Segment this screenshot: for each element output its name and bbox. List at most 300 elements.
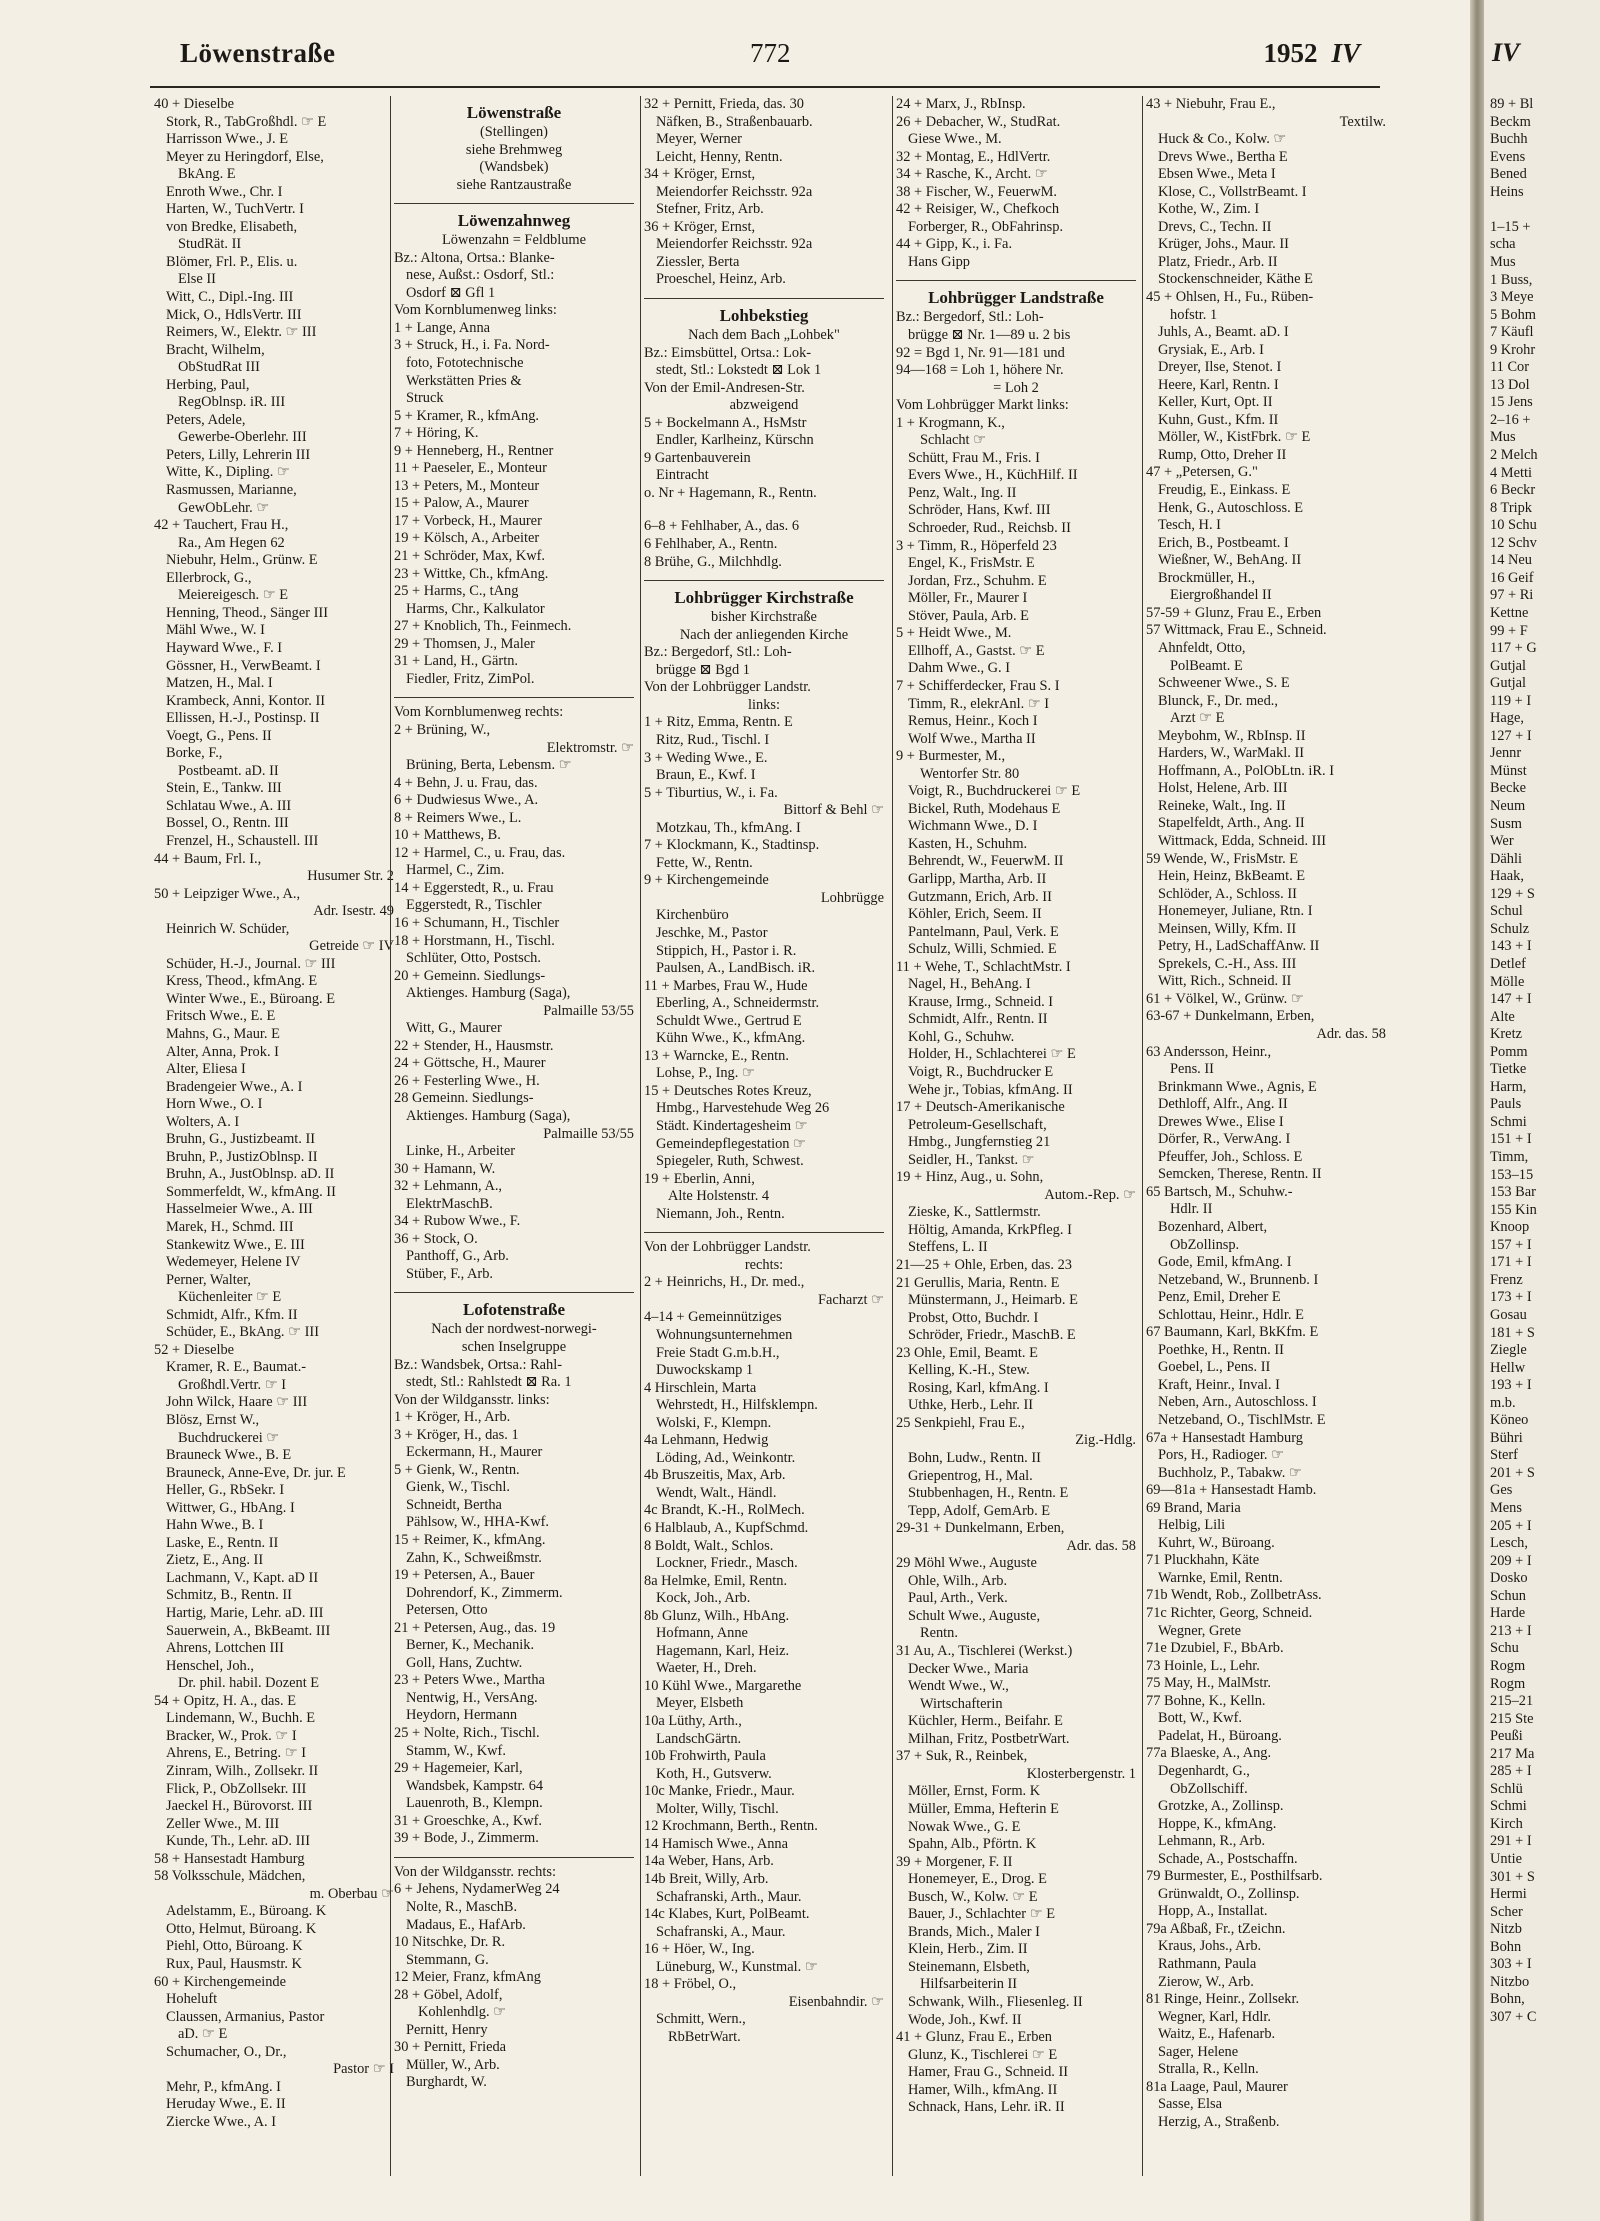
house-number-line: 41 + Glunz, Frau E., Erben — [896, 2029, 1052, 2046]
entry-line: Linke, H., Arbeiter — [406, 1143, 516, 1160]
entry-line: Waeter, H., Dreh. — [656, 1660, 757, 1677]
entry-line: Freudig, E., Einkass. E — [1158, 482, 1291, 499]
facing-page-line: Hage, — [1490, 710, 1524, 727]
entry-line: Schulz, Willi, Schmied. E — [908, 941, 1057, 958]
entry-line: Heinrich W. Schüder, — [166, 920, 290, 937]
facing-page-line: 193 + I — [1490, 1377, 1532, 1394]
entry-line: Stralla, R., Kelln. — [1158, 2061, 1259, 2078]
facing-page-line: 215–21 — [1490, 1693, 1534, 1710]
entry-line: Brands, Mich., Maler I — [908, 1923, 1040, 1940]
facing-page-line: Schu — [1490, 1640, 1519, 1657]
entry-line: Köhler, Erich, Seem. II — [908, 906, 1042, 923]
house-number-line: 29 + Hagemeier, Karl, — [394, 1760, 523, 1777]
entry-line: Semcken, Therese, Rentn. II — [1158, 1166, 1322, 1183]
entry-line: Seidler, H., Tankst. ☞ — [908, 1151, 1035, 1168]
entry-line: Getreide ☞ IV — [309, 938, 394, 955]
house-number-line: 37 + Suk, R., Reinbek, — [896, 1748, 1028, 1765]
house-number-line: 14a Weber, Hans, Arb. — [644, 1853, 774, 1870]
facing-page-line: Ziegle — [1490, 1342, 1527, 1359]
entry-line: Zahn, K., Schweißmstr. — [406, 1549, 542, 1566]
entry-line: Stapelfeldt, Arth., Ang. II — [1158, 815, 1305, 832]
house-number-line: 1 + Krogmann, K., — [896, 414, 1005, 431]
entry-line: Alte Holstenstr. 4 — [668, 1188, 770, 1205]
entry-line: Gewerbe-Oberlehr. III — [178, 429, 307, 446]
entry-line: rechts: — [744, 1256, 784, 1273]
entry-line: Wehe jr., Tobias, kfmAng. II — [908, 1081, 1073, 1098]
entry-line: Pfeuffer, Joh., Schloss. E — [1158, 1148, 1303, 1165]
entry-line: Ohle, Wilh., Arb. — [908, 1572, 1008, 1589]
entry-line: von Bredke, Elisabeth, — [166, 218, 298, 235]
facing-page-line: 4 Metti — [1490, 464, 1532, 481]
entry-line: Hoffmann, A., PolObLtn. iR. I — [1158, 762, 1335, 779]
entry-line: Husumer Str. 2 — [307, 868, 394, 885]
entry-line: Nagel, H., BehAng. I — [908, 976, 1031, 993]
entry-line: Kock, Joh., Arb. — [656, 1590, 751, 1607]
house-number-line: 19 + Petersen, A., Bauer — [394, 1567, 535, 1584]
part-number: IV — [1331, 38, 1360, 68]
house-number-line: 23 + Peters Wwe., Martha — [394, 1672, 545, 1689]
entry-line: Meyer zu Heringdorf, Else, — [166, 148, 324, 165]
street-running-head: Löwenstraße — [180, 38, 336, 68]
entry-line: Dahm Wwe., G. I — [908, 660, 1011, 677]
entry-line: Schüder, H.-J., Journal. ☞ III — [166, 955, 336, 972]
column-divider — [390, 96, 391, 2176]
entry-line: Kramer, R. E., Baumat.- — [166, 1359, 307, 1376]
house-number-line: 20 + Gemeinn. Siedlungs- — [394, 967, 546, 984]
facing-page-line: 213 + I — [1490, 1622, 1532, 1639]
entry-line: Warnke, Emil, Rentn. — [1158, 1569, 1283, 1586]
facing-page-line: 8 Tripk — [1490, 499, 1532, 516]
entry-line: Gutzmann, Erich, Arb. II — [908, 888, 1052, 905]
entry-line: schen Inselgruppe — [461, 1339, 567, 1355]
entry-line: Bz.: Wandsbek, Ortsa.: Rahl- — [394, 1356, 563, 1373]
house-number-line: 21—25 + Ohle, Erben, das. 23 — [896, 1257, 1072, 1273]
house-number-line: 32 + Lehmann, A., — [394, 1178, 503, 1195]
entry-line: brügge ⊠ Bgd 1 — [656, 661, 750, 678]
entry-line: Hahn Wwe., B. I — [166, 1517, 264, 1534]
entry-line: Pens. II — [1170, 1061, 1214, 1078]
entry-line: Hasselmeier Wwe., A. III — [166, 1201, 313, 1218]
entry-line: Peters, Lilly, Lehrerin III — [166, 446, 311, 463]
entry-line: Voigt, R., Buchdrucker E — [908, 1063, 1054, 1080]
entry-line: Honemeyer, Juliane, Rtn. I — [1158, 903, 1313, 920]
house-number-line: 3 + Struck, H., i. Fa. Nord- — [394, 337, 550, 354]
facing-page-line: Bühri — [1490, 1429, 1523, 1446]
entry-line: Möller, Fr., Maurer I — [908, 590, 1028, 607]
house-number-line: 5 + Heidt Wwe., M. — [896, 625, 1012, 642]
house-number-line: 2 + Brüning, W., — [394, 721, 491, 738]
entry-line: Schröder, Friedr., MaschB. E — [908, 1327, 1076, 1344]
entry-line: Brüning, Berta, Lebensm. ☞ — [406, 757, 572, 774]
house-number-line: 63 Andersson, Heinr., — [1146, 1043, 1272, 1060]
entry-line: RegOblnsp. iR. III — [178, 394, 286, 411]
house-number-line: 1 + Kröger, H., Arb. — [394, 1409, 511, 1426]
house-number-line: 13 + Warncke, E., Rentn. — [644, 1047, 789, 1064]
house-number-line: 8 Boldt, Walt., Schlos. — [644, 1537, 774, 1554]
entry-line: Winter Wwe., E., Büroang. E — [166, 990, 335, 1007]
house-number-line: 79a Aßbaß, Fr., tZeichn. — [1146, 1920, 1286, 1937]
facing-page-line: Ges — [1490, 1482, 1513, 1499]
house-number-line: 6–8 + Fehlhaber, A., das. 6 — [644, 518, 800, 535]
entry-line: abzweigend — [729, 397, 799, 414]
entry-line: Kirchenbüro — [656, 907, 729, 924]
entry-line: Dr. phil. habil. Dozent E — [178, 1675, 320, 1692]
entry-line: Matzen, H., Mal. I — [166, 675, 273, 692]
house-number-line: 10 + Matthews, B. — [394, 827, 501, 844]
entry-line: Heere, Karl, Rentn. I — [1158, 376, 1279, 393]
facing-page-line: Mens — [1490, 1500, 1522, 1516]
section-rule — [896, 271, 1136, 281]
house-number-line: 23 Ohle, Emil, Beamt. E — [896, 1344, 1038, 1361]
entry-line: Bittorf & Behl ☞ — [783, 802, 884, 819]
entry-line: Mähl Wwe., W. I — [166, 622, 265, 639]
facing-page-line: Rogm — [1490, 1657, 1526, 1674]
house-number-line: 43 + Niebuhr, Frau E., — [1146, 96, 1276, 112]
entry-line: Schafranski, Arth., Maur. — [656, 1888, 802, 1905]
entry-line: Wendt Wwe., W., — [908, 1678, 1009, 1695]
entry-line: Schlacht ☞ — [920, 432, 987, 449]
entry-line: Vom Lohbrügger Markt links: — [896, 397, 1069, 414]
entry-line: Pernitt, Henry — [406, 2021, 488, 2038]
facing-page-line: Kretz — [1490, 1026, 1522, 1043]
facing-page-line: Peußi — [1490, 1728, 1523, 1745]
entry-line: Witt, C., Dipl.-Ing. III — [166, 289, 294, 306]
entry-line: Spiegeler, Ruth, Schwest. — [656, 1153, 804, 1170]
entry-line: Netzeband, O., TischlMstr. E — [1158, 1412, 1326, 1429]
entry-line: Garlipp, Martha, Arb. II — [908, 870, 1047, 887]
facing-page-line: 11 Cor — [1490, 359, 1530, 376]
entry-line: Otto, Helmut, Büroang. K — [166, 1920, 317, 1937]
entry-line: Heydorn, Hermann — [406, 1707, 518, 1724]
entry-line: Klose, C., VollstrBeamt. I — [1158, 183, 1307, 200]
entry-line: Degenhardt, G., — [1158, 1762, 1250, 1779]
entry-line: Steffens, L. II — [908, 1239, 988, 1256]
house-number-line: 8a Helmke, Emil, Rentn. — [644, 1572, 788, 1589]
entry-line: m. Oberbau ☞ — [309, 1885, 394, 1902]
facing-page-line: 97 + Ri — [1490, 587, 1534, 604]
house-number-line: 57 Wittmack, Frau E., Schneid. — [1146, 622, 1327, 639]
entry-line: Schlatau Wwe., A. III — [166, 797, 292, 814]
entry-line: Stork, R., TabGroßhdl. ☞ E — [166, 113, 327, 130]
entry-line: Wegner, Karl, Hdlr. — [1158, 2008, 1271, 2025]
house-number-line: 5 + Tiburtius, W., i. Fa. — [644, 784, 778, 801]
facing-page-line: 143 + I — [1490, 938, 1532, 955]
house-number-line: 3 + Timm, R., Höperfeld 23 — [896, 537, 1057, 554]
house-number-line: 5 + Bockelmann A., HsMstr — [644, 414, 807, 431]
entry-line: Penz, Walt., Ing. II — [908, 484, 1017, 501]
house-number-line: 36 + Stock, O. — [394, 1230, 478, 1247]
facing-page-line: 7 Käufl — [1490, 324, 1534, 341]
entry-line: Von der Wildgansstr. rechts: — [394, 1863, 556, 1880]
house-number-line: 7 + Höring, K. — [394, 425, 479, 442]
entry-line: Zig.-Hdlg. — [1075, 1432, 1136, 1449]
facing-page-line: Knoop — [1490, 1219, 1530, 1236]
house-number-line: 19 + Kölsch, A., Arbeiter — [394, 530, 540, 547]
entry-line: Motzkau, Th., kfmAng. I — [656, 819, 801, 836]
entry-line: Henk, G., Autoschloss. E — [1158, 499, 1304, 516]
entry-line: Bz.: Bergedorf, Stl.: Loh- — [644, 644, 792, 661]
entry-line: Penz, Emil, Dreher E — [1158, 1289, 1281, 1306]
facing-page-line: Mölle — [1490, 973, 1525, 990]
entry-line: Gienk, W., Tischl. — [406, 1479, 510, 1496]
house-number-line: 47 + „Petersen, G." — [1146, 464, 1258, 481]
house-number-line: 39 + Bode, J., Zimmerm. — [394, 1830, 539, 1847]
house-number-line: 4 + Behn, J. u. Frau, das. — [394, 774, 538, 791]
entry-line: Bz.: Bergedorf, Stl.: Loh- — [896, 309, 1044, 326]
entry-line: Witte, K., Dipling. ☞ — [166, 464, 290, 481]
column-3 — [644, 96, 884, 2196]
entry-line: 94—168 = Loh 1, höhere Nr. — [896, 362, 1064, 379]
entry-line: Proeschel, Heinz, Arb. — [656, 271, 786, 288]
entry-line: Lachmann, V., Kapt. aD II — [166, 1569, 319, 1586]
house-number-line: 18 + Fröbel, O., — [644, 1976, 737, 1993]
street-heading: Lohbekstieg — [719, 306, 809, 326]
entry-line: Freie Stadt G.m.b.H., — [656, 1344, 780, 1361]
entry-line: Niebuhr, Helm., Grünw. E — [166, 552, 318, 569]
house-number-line: 71 Pluckhahn, Käte — [1146, 1552, 1260, 1569]
house-number-line: 38 + Fischer, W., FeuerwM. — [896, 183, 1058, 200]
facing-page-line: Nitzb — [1490, 1921, 1522, 1938]
facing-page-line: 14 Neu — [1490, 552, 1532, 569]
entry-line: Uthke, Herb., Lehr. II — [908, 1397, 1034, 1414]
entry-line: Herbing, Paul, — [166, 376, 250, 393]
entry-line: Tepp, Adolf, GemArb. E — [908, 1502, 1051, 1519]
entry-line: Wode, Joh., Kwf. II — [908, 2011, 1022, 2028]
entry-line: BkAng. E — [178, 166, 236, 183]
entry-line: Bracker, W., Prok. ☞ I — [166, 1727, 297, 1744]
entry-line: Jaeckel H., Bürovorst. III — [166, 1798, 313, 1815]
entry-line: Krambeck, Anni, Kontor. II — [166, 692, 326, 709]
entry-line: Horn Wwe., O. I — [166, 1096, 263, 1113]
entry-line: Höltig, Amanda, KrkPfleg. I — [908, 1221, 1072, 1238]
entry-line: Schroeder, Rud., Reichsb. II — [908, 520, 1071, 537]
entry-line: Stein, E., Tankw. III — [166, 780, 282, 797]
street-heading: Löwenzahnweg — [457, 211, 571, 231]
entry-line: Duwockskamp 1 — [656, 1362, 754, 1379]
facing-page-line: Rogm — [1490, 1675, 1526, 1692]
house-number-line: 10c Manke, Friedr., Maur. — [644, 1783, 795, 1800]
entry-line: Löwenzahn = Feldblume — [442, 232, 586, 249]
entry-line: Sauerwein, A., BkBeamt. III — [166, 1622, 331, 1639]
entry-line: Gössner, H., VerwBeamt. I — [166, 657, 321, 674]
entry-line: Hilfsarbeiterin II — [920, 1976, 1018, 1993]
facing-page-line: 285 + I — [1490, 1763, 1532, 1780]
entry-line: RbBetrWart. — [668, 2028, 741, 2045]
entry-line: Hartig, Marie, Lehr. aD. III — [166, 1605, 324, 1622]
entry-line: Hmbg., Harvestehude Weg 26 — [656, 1100, 830, 1117]
entry-line: Blömer, Frl. P., Elis. u. — [166, 253, 298, 270]
facing-page-line: Hellw — [1490, 1359, 1526, 1376]
entry-line: Großhdl.Vertr. ☞ I — [178, 1376, 287, 1393]
facing-page-line: Gutjal — [1490, 657, 1526, 674]
house-number-line: 21 + Petersen, Aug., das. 19 — [394, 1619, 556, 1636]
entry-line: Harmel, C., Zim. — [406, 862, 505, 879]
house-number-line: 2 + Heinrichs, H., Dr. med., — [644, 1274, 805, 1291]
entry-line: Textilw. — [1339, 113, 1386, 130]
facing-page-line: Susm — [1490, 815, 1522, 832]
entry-line: Nolte, R., MaschB. — [406, 1898, 518, 1915]
entry-line: Berner, K., Mechanik. — [406, 1637, 535, 1654]
entry-line: Vom Kornblumenweg rechts: — [394, 704, 564, 721]
entry-line: Hmbg., Jungfernstieg 21 — [908, 1134, 1051, 1151]
page-header — [180, 38, 1360, 78]
house-number-line: 7 + Klockmann, K., Stadtinsp. — [644, 837, 820, 854]
house-number-line: 29-31 + Dunkelmann, Erben, — [896, 1520, 1065, 1537]
entry-line: Harms, Chr., Kalkulator — [406, 600, 545, 617]
entry-line: Heller, G., RbSekr. I — [166, 1482, 285, 1499]
house-number-line: 10a Lüthy, Arth., — [644, 1713, 742, 1730]
entry-line: Stippich, H., Pastor i. R. — [656, 942, 797, 959]
entry-line: Ahnfeldt, Otto, — [1158, 639, 1246, 656]
house-number-line: 28 + Göbel, Adolf, — [394, 1986, 503, 2003]
facing-page-line: Frenz — [1490, 1271, 1523, 1288]
facing-page-line: 2 Melch — [1490, 447, 1538, 463]
house-number-line: 18 + Horstmann, H., Tischl. — [394, 932, 555, 949]
house-number-line: 15 + Deutsches Rotes Kreuz, — [644, 1082, 812, 1099]
house-number-line: 59 Wende, W., FrisMstr. E — [1146, 850, 1299, 867]
entry-line: Ziercke Wwe., A. I — [166, 2113, 277, 2130]
house-number-line: 22 + Stender, H., Hausmstr. — [394, 1037, 554, 1054]
facing-page-line: 3 Meye — [1490, 289, 1534, 306]
entry-line: Petry, H., LadSchaffAnw. II — [1158, 938, 1320, 955]
entry-line: Kühn Wwe., K., kfmAng. — [656, 1030, 806, 1047]
house-number-line: 19 + Hinz, Aug., u. Sohn, — [896, 1169, 1044, 1186]
entry-line: Grysiak, E., Arb. I — [1158, 341, 1264, 358]
entry-line: Wolf Wwe., Martha II — [908, 730, 1036, 747]
entry-line: Buchdruckerei ☞ — [178, 1429, 280, 1446]
entry-line: Bz.: Altona, Ortsa.: Blanke- — [394, 249, 555, 266]
entry-line: Aktienges. Hamburg (Saga), — [406, 985, 571, 1002]
facing-page-line: Schun — [1490, 1587, 1526, 1604]
entry-line: Mahns, G., Maur. E — [166, 1025, 280, 1042]
entry-line: Struck — [406, 390, 444, 407]
section-rule — [394, 194, 634, 204]
entry-line: Wichmann Wwe., D. I — [908, 818, 1038, 835]
facing-page-line: Mus — [1490, 429, 1516, 446]
entry-line: Bruhn, G., Justizbeamt. II — [166, 1131, 316, 1148]
facing-page-line: Köneo — [1490, 1412, 1529, 1429]
entry-line: Hoppe, K., kfmAng. — [1158, 1815, 1277, 1832]
entry-line: Jordan, Frz., Schuhm. E — [908, 572, 1047, 589]
facing-page-line: Bened — [1490, 166, 1527, 183]
entry-line: Keller, Kurt, Opt. II — [1158, 394, 1273, 411]
entry-line: Molter, Willy, Tischl. — [656, 1800, 779, 1817]
entry-line: Meybohm, W., RbInsp. II — [1158, 727, 1306, 744]
house-number-line: 9 + Henneberg, H., Rentner — [394, 442, 554, 459]
entry-line: Palmaille 53/55 — [543, 1002, 634, 1019]
house-number-line: 11 + Marbes, Frau W., Hude — [644, 977, 808, 994]
entry-line: Hoheluft — [166, 1991, 218, 2008]
facing-page-line: 153–15 — [1490, 1166, 1534, 1183]
house-number-line: 25 + Nolte, Rich., Tischl. — [394, 1725, 540, 1742]
facing-page-line: Schmi — [1490, 1798, 1527, 1815]
house-number-line: 8 Brühe, G., Milchhdlg. — [644, 553, 782, 570]
house-number-line: 17 + Vorbeck, H., Maurer — [394, 512, 542, 529]
house-number-line: 11 + Paeseler, E., Monteur — [394, 460, 547, 477]
facing-page-line: 201 + S — [1490, 1464, 1535, 1481]
house-number-line: 14 Hamisch Wwe., Anna — [644, 1835, 789, 1852]
entry-line: Fiedler, Fritz, ZimPol. — [406, 670, 535, 687]
entry-line: Aktienges. Hamburg (Saga), — [406, 1107, 571, 1124]
entry-line: Rux, Paul, Hausmstr. K — [166, 1955, 302, 1972]
column-2 — [394, 96, 634, 2196]
entry-line: Lohbrügge — [820, 889, 884, 906]
entry-line: Rosing, Karl, kfmAng. I — [908, 1379, 1049, 1396]
entry-line: Müller, Emma, Hefterin E — [908, 1800, 1059, 1817]
entry-line: Netzeband, W., Brunnenb. I — [1158, 1271, 1319, 1288]
entry-line: Bradengeier Wwe., A. I — [166, 1078, 303, 1095]
entry-line: Schmidt, Alfr., Kfm. II — [166, 1306, 298, 1323]
entry-line: Brauneck Wwe., B. E — [166, 1447, 292, 1464]
facing-page-line: 153 Bar — [1490, 1184, 1536, 1201]
facing-page-line: Dosko — [1490, 1570, 1528, 1587]
entry-line: links: — [748, 696, 780, 713]
entry-line: Wegner, Grete — [1158, 1622, 1241, 1639]
entry-line: Rasmussen, Marianne, — [166, 482, 297, 499]
facing-page-line: Gosau — [1490, 1306, 1527, 1323]
facing-page-line: 301 + S — [1490, 1868, 1535, 1885]
entry-line: Perner, Walter, — [166, 1271, 251, 1288]
entry-line: Claussen, Armanius, Pastor — [166, 2008, 325, 2025]
house-number-line: 11 + Wehe, T., SchlachtMstr. I — [896, 958, 1071, 975]
house-number-line: 44 + Baum, Frl. I., — [154, 850, 262, 867]
header-rule — [150, 86, 1380, 88]
house-number-line: 32 + Montag, E., HdlVertr. — [896, 148, 1051, 165]
entry-line: Buchholz, P., Tabakw. ☞ — [1158, 1464, 1302, 1481]
entry-line: Witt, G., Maurer — [406, 1020, 502, 1037]
facing-page-line: Bohn — [1490, 1938, 1522, 1955]
house-number-line: 24 + Göttsche, H., Maurer — [394, 1055, 546, 1072]
entry-line: Von der Wildgansstr. links: — [394, 1391, 550, 1408]
entry-line: Münstermann, J., Heimarb. E — [908, 1292, 1078, 1309]
entry-line: Heruday Wwe., E. II — [166, 2096, 286, 2113]
facing-page-line: Heins — [1490, 183, 1524, 200]
house-number-line: 15 + Reimer, K., kfmAng. — [394, 1532, 546, 1549]
entry-line: stedt, Stl.: Lokstedt ⊠ Lok 1 — [656, 362, 822, 379]
entry-line: Erich, B., Postbeamt. I — [1158, 534, 1289, 551]
entry-line: Pählsow, W., HHA-Kwf. — [406, 1514, 549, 1531]
entry-line: aD. ☞ E — [178, 2026, 228, 2043]
entry-line: Bracht, Wilhelm, — [166, 341, 265, 358]
house-number-line: 4c Brandt, K.-H., RolMech. — [644, 1502, 805, 1519]
entry-line: Ritz, Rud., Tischl. I — [656, 731, 770, 748]
entry-line: Autom.-Rep. ☞ — [1044, 1186, 1136, 1203]
facing-page-line: Scher — [1490, 1903, 1523, 1920]
entry-line: Küchenleiter ☞ E — [178, 1289, 282, 1306]
entry-line: Hein, Heinz, BkBeamt. E — [1158, 868, 1306, 885]
entry-line: Schafranski, A., Maur. — [656, 1923, 786, 1940]
entry-line: Niemann, Joh., Rentn. — [656, 1205, 785, 1222]
entry-line: Stockenschneider, Käthe E — [1158, 271, 1313, 288]
facing-page-line: Neum — [1490, 798, 1526, 814]
facing-page-line: Schul — [1490, 903, 1523, 920]
house-number-line: 14b Breit, Willy, Arb. — [644, 1870, 769, 1887]
column-divider — [640, 96, 641, 2176]
entry-line: Löding, Ad., Weinkontr. — [656, 1449, 796, 1466]
entry-line: Helbig, Lili — [1158, 1517, 1226, 1534]
house-number-line: 77 Bohne, K., Kelln. — [1146, 1692, 1266, 1709]
facing-page-line: Bohn, — [1490, 1991, 1525, 2008]
entry-line: Borke, F., — [166, 745, 223, 762]
house-number-line: 31 + Land, H., Gärtn. — [394, 653, 519, 670]
house-number-line: 10 Kühl Wwe., Margarethe — [644, 1677, 802, 1694]
entry-line: Panthoff, G., Arb. — [406, 1248, 509, 1265]
facing-page-line: 16 Geif — [1490, 569, 1534, 586]
facing-page-line: Alte — [1490, 1008, 1515, 1025]
entry-line: Eiergroßhandel II — [1170, 587, 1272, 604]
entry-line: ObZollschiff. — [1170, 1780, 1248, 1797]
entry-line: Spahn, Alb., Pförtn. K — [908, 1836, 1037, 1853]
